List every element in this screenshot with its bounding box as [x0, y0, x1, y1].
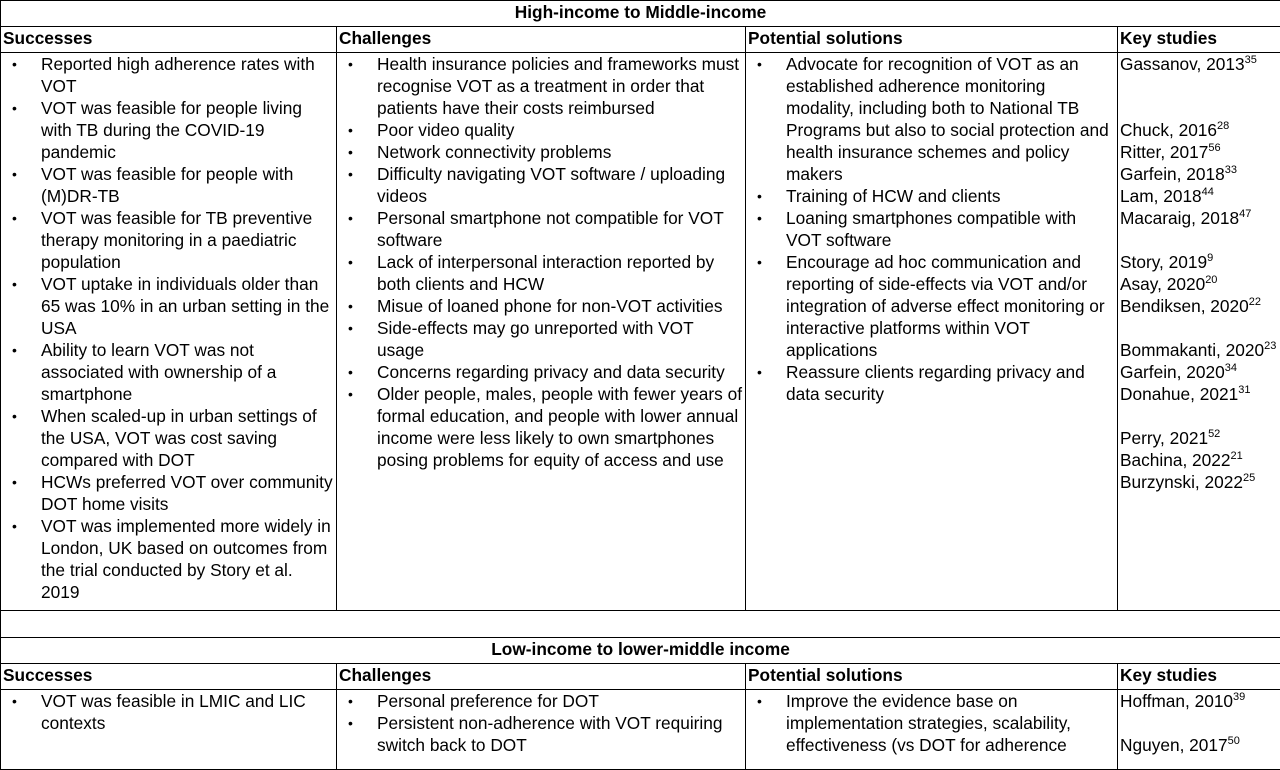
list-item: • Ability to learn VOT was not associated with ownership of a smartphone	[41, 339, 334, 405]
study-reference: 39	[1233, 691, 1245, 703]
list-item: • When scaled-up in urban settings of the USA, VOT was cost saving compared with DOT	[41, 405, 334, 471]
header-solutions: Potential solutions	[746, 27, 1118, 53]
study-item	[1120, 339, 1278, 361]
content-row	[1, 53, 1280, 611]
header-key-studies: Key studies	[1118, 664, 1280, 690]
header-successes: Successes	[1, 27, 337, 53]
study-reference: 25	[1243, 472, 1255, 484]
study-reference: 9	[1207, 252, 1213, 264]
study-item	[1120, 690, 1278, 712]
study-reference: 56	[1208, 142, 1220, 154]
header-solutions: Potential solutions	[746, 664, 1118, 690]
study-item	[1120, 207, 1278, 229]
study-reference: 33	[1225, 164, 1237, 176]
successes-cell	[1, 53, 337, 611]
section-title: Low-income to lower-middle income	[1, 638, 1280, 664]
study-name: Garfein, 2018	[1120, 164, 1225, 184]
study-item	[1120, 383, 1278, 405]
successes-list	[3, 690, 334, 734]
list-item: • Reassure clients regarding privacy and data security	[786, 361, 1115, 405]
study-reference: 47	[1239, 208, 1251, 220]
content-row	[1, 690, 1280, 770]
study-reference: 50	[1228, 735, 1240, 747]
empty-cell	[1, 611, 1280, 638]
study-reference: 35	[1245, 54, 1257, 66]
study-name: Asay, 2020	[1120, 274, 1205, 294]
list-item: • Training of HCW and clients	[786, 185, 1115, 207]
solutions-cell	[746, 690, 1118, 770]
study-item	[1120, 251, 1278, 273]
key-studies-cell	[1118, 53, 1280, 611]
study-name: Chuck, 2016	[1120, 120, 1217, 140]
list-item: • Personal preference for DOT	[377, 690, 743, 712]
solutions-list	[748, 690, 1115, 756]
study-item	[1120, 119, 1278, 141]
study-name: Bachina, 2022	[1120, 450, 1231, 470]
study-reference: 22	[1249, 296, 1261, 308]
section-title-row	[1, 1, 1280, 27]
study-name: Ritter, 2017	[1120, 142, 1208, 162]
list-item: • Poor video quality	[377, 119, 743, 141]
study-reference: 23	[1264, 340, 1276, 352]
key-studies-list	[1120, 690, 1278, 756]
column-header-row	[1, 664, 1280, 690]
study-reference: 44	[1202, 186, 1214, 198]
study-name: Nguyen, 2017	[1120, 735, 1228, 755]
section-title: High-income to Middle-income	[1, 1, 1280, 27]
study-reference: 52	[1208, 428, 1220, 440]
study-item	[1120, 185, 1278, 207]
study-name: Story, 2019	[1120, 252, 1207, 272]
solutions-list	[748, 53, 1115, 405]
list-item: • Persistent non-adherence with VOT requiring switch back to DOT	[377, 712, 743, 756]
header-successes: Successes	[1, 664, 337, 690]
list-item: • Encourage ad hoc communication and reporting of side-effects via VOT and/or integration of adverse effect monitoring or interactive platforms within VOT applications	[786, 251, 1115, 361]
study-name: Donahue, 2021	[1120, 384, 1238, 404]
study-name: Burzynski, 2022	[1120, 472, 1243, 492]
challenges-cell	[337, 53, 746, 611]
key-studies-list	[1120, 53, 1278, 493]
study-item	[1120, 361, 1278, 383]
study-item	[1120, 449, 1278, 471]
list-item: • Advocate for recognition of VOT as an established adherence monitoring modality, including both to National TB Programs but also to social protection and health insurance schemes and policy makers	[786, 53, 1115, 185]
list-item: • VOT was feasible for people living with TB during the COVID-19 pandemic	[41, 97, 334, 163]
list-item: • Difficulty navigating VOT software / uploading videos	[377, 163, 743, 207]
list-item: • Personal smartphone not compatible for VOT software	[377, 207, 743, 251]
list-item: • Older people, males, people with fewer years of formal education, and people with lower annual income were less likely to own smartphones posing problems for equity of access and use	[377, 383, 743, 471]
solutions-cell	[746, 53, 1118, 611]
list-item: • Lack of interpersonal interaction reported by both clients and HCW	[377, 251, 743, 295]
study-name: Hoffman, 2010	[1120, 691, 1233, 711]
study-item	[1120, 734, 1278, 756]
list-item: • VOT uptake in individuals older than 65 was 10% in an urban setting in the USA	[41, 273, 334, 339]
study-item	[1120, 427, 1278, 449]
study-reference: 21	[1231, 450, 1243, 462]
list-item: • VOT was feasible for TB preventive therapy monitoring in a paediatric population	[41, 207, 334, 273]
study-reference: 20	[1205, 274, 1217, 286]
study-reference: 34	[1225, 362, 1237, 374]
list-item: • Concerns regarding privacy and data security	[377, 361, 743, 383]
study-name: Gassanov, 2013	[1120, 54, 1245, 74]
header-challenges: Challenges	[337, 27, 746, 53]
header-key-studies: Key studies	[1118, 27, 1280, 53]
study-reference: 28	[1217, 120, 1229, 132]
list-item: • VOT was feasible in LMIC and LIC contexts	[41, 690, 334, 734]
list-item: • Reported high adherence rates with VOT	[41, 53, 334, 97]
list-item: • VOT was implemented more widely in London, UK based on outcomes from the trial conducted by Story et al. 2019	[41, 515, 334, 603]
study-item	[1120, 273, 1278, 295]
list-item: • Loaning smartphones compatible with VOT software	[786, 207, 1115, 251]
study-item	[1120, 295, 1278, 317]
column-header-row	[1, 27, 1280, 53]
study-name: Garfein, 2020	[1120, 362, 1225, 382]
successes-list	[3, 53, 334, 603]
study-item	[1120, 141, 1278, 163]
study-item	[1120, 53, 1278, 75]
list-item: • Side-effects may go unreported with VOT usage	[377, 317, 743, 361]
study-name: Macaraig, 2018	[1120, 208, 1239, 228]
list-item: • Improve the evidence base on implementation strategies, scalability, effectiveness (vs DOT for adherence	[786, 690, 1115, 756]
key-studies-cell	[1118, 690, 1280, 770]
study-name: Lam, 2018	[1120, 186, 1202, 206]
study-item	[1120, 471, 1278, 493]
study-name: Bendiksen, 2020	[1120, 296, 1249, 316]
list-item: • Misue of loaned phone for non-VOT activities	[377, 295, 743, 317]
section-title-row	[1, 638, 1280, 664]
study-name: Bommakanti, 2020	[1120, 340, 1264, 360]
study-reference: 31	[1238, 384, 1250, 396]
challenges-list	[339, 53, 743, 471]
successes-cell	[1, 690, 337, 770]
study-name: Perry, 2021	[1120, 428, 1208, 448]
list-item: • VOT was feasible for people with (M)DR-TB	[41, 163, 334, 207]
challenges-list	[339, 690, 743, 756]
list-item: • HCWs preferred VOT over community DOT home visits	[41, 471, 334, 515]
list-item: • Network connectivity problems	[377, 141, 743, 163]
list-item: • Health insurance policies and frameworks must recognise VOT as a treatment in order that patients have their costs reimbursed	[377, 53, 743, 119]
spacer-row	[1, 611, 1280, 638]
header-challenges: Challenges	[337, 664, 746, 690]
study-item	[1120, 163, 1278, 185]
challenges-cell	[337, 690, 746, 770]
